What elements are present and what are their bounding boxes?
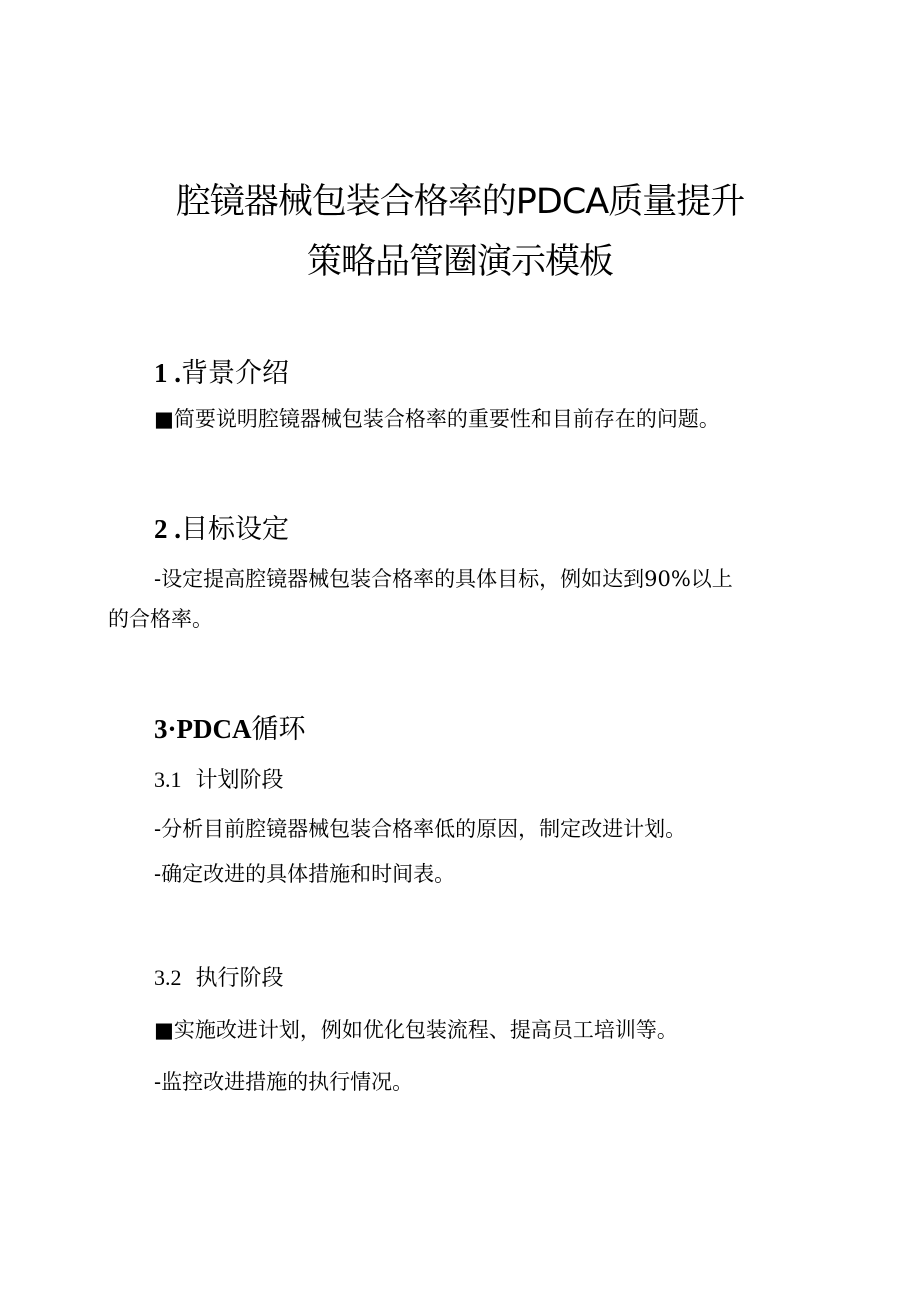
- goal-paragraph-line-2: 的合格率。: [108, 607, 213, 631]
- plan-item-1: -分析目前腔镜器械包装合格率低的原因，制定改进计划。: [154, 817, 687, 841]
- do-item-2: -监控改进措施的执行情况。: [154, 1070, 414, 1094]
- section-heading-pdca: [154, 712, 306, 747]
- subsection-number: 3.2: [154, 965, 182, 990]
- plan-item-2: -确定改进的具体措施和时间表。: [154, 862, 456, 886]
- section-title: 目标设定: [181, 514, 289, 545]
- background-paragraph: ■简要说明腔镜器械包装合格率的重要性和目前存在的问题。: [154, 407, 720, 431]
- do-item-1: ■实施改进计划，例如优化包装流程、提高员工培训等。: [154, 1018, 678, 1042]
- document-title-line-1: 腔镜器械包装合格率的PDCA质量提升: [175, 182, 745, 222]
- goal-paragraph-line-1: -设定提高腔镜器械包装合格率的具体目标，例如达到90%以上: [154, 567, 733, 591]
- section-number: 2 .: [154, 514, 181, 544]
- subsection-number: 3.1: [154, 767, 182, 792]
- subsection-title: 执行阶段: [195, 966, 284, 991]
- subsection-title: 计划阶段: [195, 768, 284, 793]
- section-heading-goal: [154, 512, 289, 547]
- section-heading-background: [154, 356, 289, 391]
- section-number: 3·PDCA: [154, 714, 252, 744]
- section-title: 背景介绍: [181, 358, 289, 389]
- subsection-heading-do: [154, 964, 284, 993]
- section-number: 1 .: [154, 358, 181, 388]
- section-title: 循环: [251, 714, 306, 745]
- document-title-line-2: 策略品管圈演示模板: [306, 242, 613, 282]
- subsection-heading-plan: [154, 766, 284, 795]
